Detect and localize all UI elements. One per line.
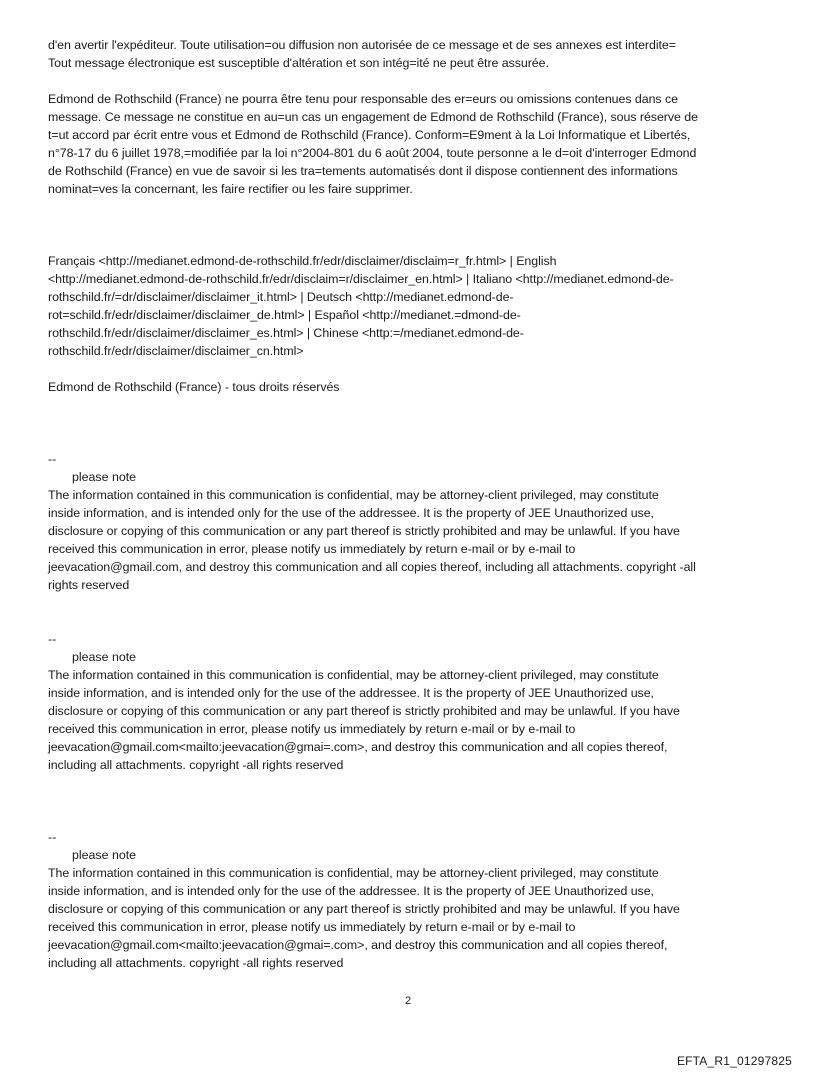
- note-block-1: [48, 450, 773, 594]
- disclaimer-fr-intro: d'en avertir l'expéditeur. Toute utilisation=ou diffusion non autorisée de ce message et de ses annexes est interdite= Tout message électronique est susceptible d'altération et son intég=ité ne peut être assurée.: [48, 38, 676, 70]
- document-id-footer: EFTA_R1_01297825: [676, 1054, 792, 1068]
- disclaimer-fr-liability: Edmond de Rothschild (France) ne pourra être tenu pour responsable des er=eurs ou omissions contenues dans ce message. Ce message ne constitue en au=un cas un engagement de Edmond de Rothschild (France), sous réserve de t=ut accord par écrit entre vous et Edmond de Rothschild (France). Conform=E9ment à la Loi Informatique et Libertés, n°78-17 du 6 juillet 1978,=modifiée par la loi n°2004-801 du 6 août 2004, toute personne a le d=oit d'interroger Edmond de Rothschild (France) en vue de savoir si les tra=tements automatisés dont il dispose contiennent des informations nominat=ves la concernant, les faire rectifier ou les faire supprimer.: [48, 92, 698, 196]
- page-number: 2: [404, 995, 412, 1007]
- note-title: please note: [72, 650, 137, 664]
- note-title: please note: [72, 848, 137, 862]
- note-separator: --: [48, 452, 57, 466]
- note-block-2: [48, 630, 773, 774]
- note-body: The information contained in this communication is confidential, may be attorney-client privileged, may constitute inside information, and is intended only for the use of the addressee. It is the property of JEE Unauthorized use, disclosure or copying of this communication or any part thereof is strictly prohibited and may be unlawful. If you have received this communication in error, please notify us immediately by return e-mail or by e-mail to jeevacation@gmail.com<mailto:jeevacation@gmai=.com>, and destroy this communication and all copies thereof, including all attachments. copyright -all rights reserved: [48, 668, 680, 772]
- note-body: The information contained in this communication is confidential, may be attorney-client privileged, may constitute inside information, and is intended only for the use of the addressee. It is the property of JEE Unauthorized use, disclosure or copying of this communication or any part thereof is strictly prohibited and may be unlawful. If you have received this communication in error, please notify us immediately by return e-mail or by e-mail to jeevacation@gmail.com<mailto:jeevacation@gmai=.com>, and destroy this communication and all copies thereof, including all attachments. copyright -all rights reserved: [48, 866, 680, 970]
- document-page: [48, 36, 773, 972]
- note-block-3: [48, 828, 773, 972]
- disclaimer-language-links: Français <http://medianet.edmond-de-rothschild.fr/edr/disclaimer/disclaim=r_fr.html> | English <http://medianet.edmond-de-rothschild.fr/edr/disclaim=r/disclaimer_en.html> | Italiano <http://medianet.edmond-de- rothschild.fr/=dr/disclaimer/disclaimer_it.html> | Deutsch <http://medianet.edmond-de- rot=schild.fr/edr/disclaimer/disclaimer_de.html> | Español <http://medianet.=dmond-de- rothschild.fr/edr/disclaimer/disclaimer_es.html> | Chinese <http:=/medianet.edmond-de- rothschild.fr/edr/disclaimer/disclaimer_cn.html>: [48, 254, 674, 358]
- note-body: The information contained in this communication is confidential, may be attorney-client privileged, may constitute inside information, and is intended only for the use of the addressee. It is the property of JEE Unauthorized use, disclosure or copying of this communication or any part thereof is strictly prohibited and may be unlawful. If you have received this communication in error, please notify us immediately by return e-mail or by e-mail to jeevacation@gmail.com, and destroy this communication and all copies thereof, including all attachments. copyright -all rights reserved: [48, 488, 696, 592]
- note-separator: --: [48, 830, 57, 844]
- note-title: please note: [72, 470, 137, 484]
- note-separator: --: [48, 632, 57, 646]
- rights-reserved-line: Edmond de Rothschild (France) - tous droits réservés: [48, 380, 340, 394]
